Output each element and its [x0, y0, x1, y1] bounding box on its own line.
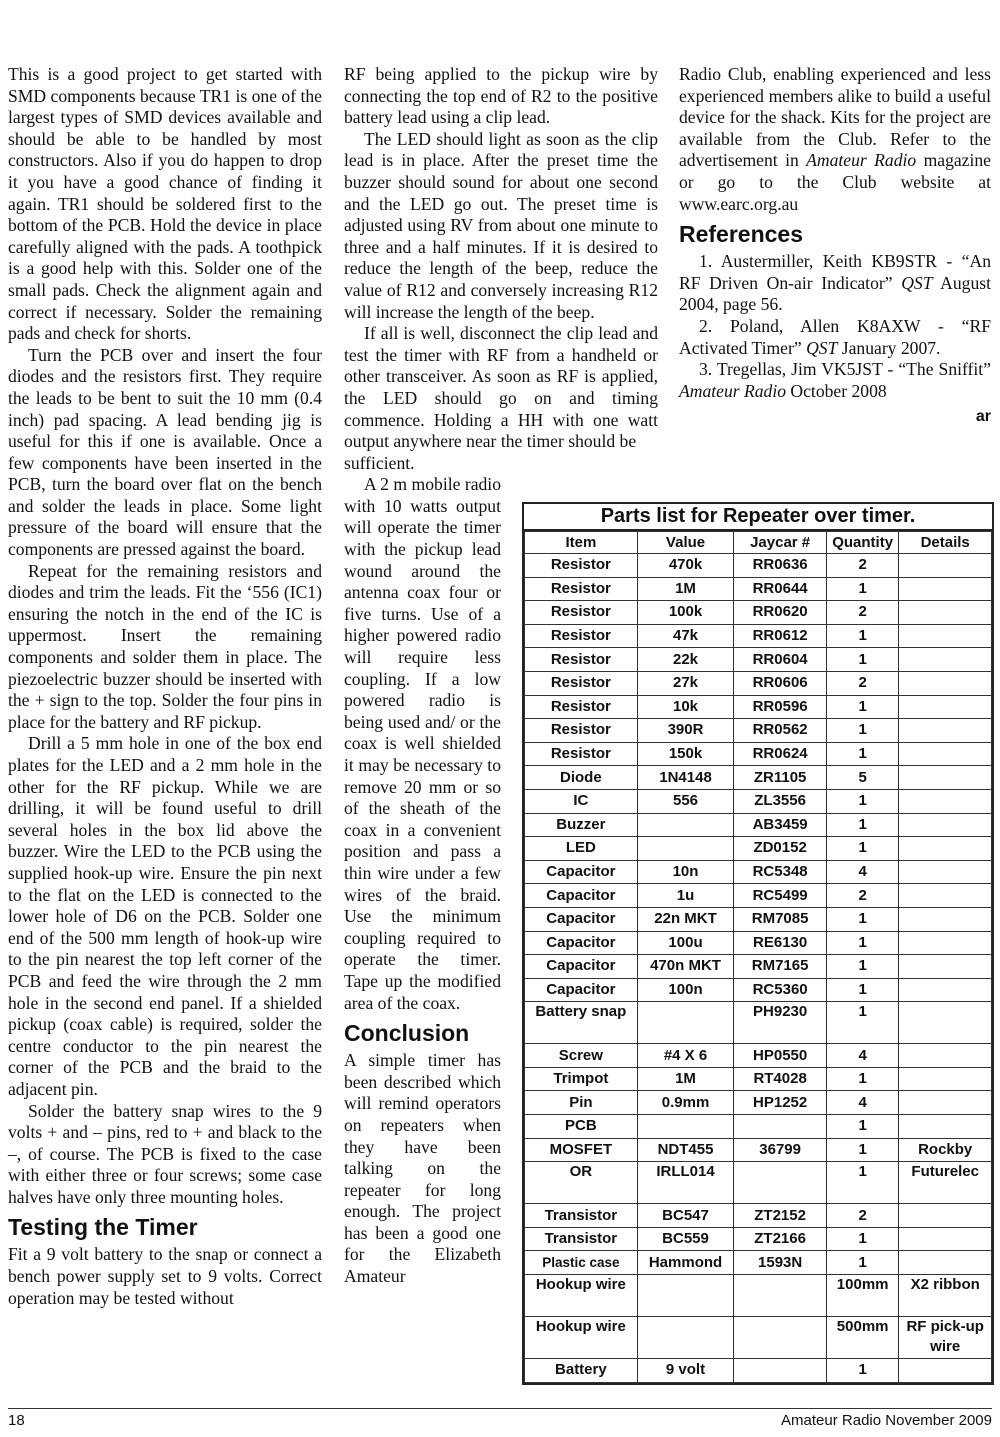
table-cell: 150k: [637, 742, 734, 766]
table-cell: [637, 1002, 734, 1044]
table-cell: RR0612: [734, 624, 827, 648]
table-cell: 1: [826, 907, 898, 931]
table-cell: [899, 813, 992, 837]
table-cell: Screw: [525, 1044, 638, 1068]
paragraph: If all is well, disconnect the clip lead and test the timer with RF from a handheld or other transceiver. As soon as RF is applied, the LED should go on and timing commence. Holding a HH with one watt output anywhere near the timer should be: [344, 323, 658, 452]
table-cell: Pin: [525, 1091, 638, 1115]
table-cell: LED: [525, 837, 638, 861]
table-cell: Hookup wire: [525, 1317, 638, 1359]
table-cell: Capacitor: [525, 907, 638, 931]
table-cell: 2: [826, 1204, 898, 1228]
table-cell: 1: [826, 695, 898, 719]
table-cell: 4: [826, 1044, 898, 1068]
parts-table: [524, 531, 992, 1383]
article-column-3: [679, 64, 991, 428]
table-cell: [899, 695, 992, 719]
table-cell: 100k: [637, 601, 734, 625]
table-row: [525, 1204, 992, 1228]
table-cell: 1: [826, 577, 898, 601]
reference-item: 2. Poland, Allen K8AXW - “RF Activated Timer” QST January 2007.: [679, 315, 991, 358]
table-cell: NDT455: [637, 1138, 734, 1162]
table-cell: RF pick-up wire: [899, 1317, 992, 1359]
table-row: [525, 648, 992, 672]
table-cell: 1N4148: [637, 766, 734, 790]
table-row: [525, 931, 992, 955]
table-cell: [899, 955, 992, 979]
table-cell: Transistor: [525, 1227, 638, 1251]
table-cell: BC559: [637, 1227, 734, 1251]
paragraph: Repeat for the remaining resistors and diodes and trim the leads. Fit the ‘556 (IC1) ensuring the notch in the end of the IC is uppermost. Insert the remaining components and solder them in place. The piezoelectric buzzer should be inserted with the + sign to the top. Solder the four pins in place for the battery and RF pickup.: [8, 560, 322, 732]
paragraph: A simple timer has been described which will remind operators on repeaters when they have been talking on the repeater for long enough. The project has been a good one for the Elizabeth Amateur: [344, 1050, 501, 1287]
table-cell: [637, 1115, 734, 1139]
table-cell: PH9230: [734, 1002, 827, 1044]
table-cell: 9 volt: [637, 1359, 734, 1383]
table-cell: 1: [826, 978, 898, 1002]
table-cell: Resistor: [525, 719, 638, 743]
page-footer: [8, 1408, 992, 1429]
table-row: [525, 1251, 992, 1275]
table-row: [525, 884, 992, 908]
paragraph: A 2 m mobile radio with 10 watts output will operate the timer with the pickup lead wound around the antenna coax four or five turns. Use of a higher powered radio will require less coupling. If a low powered radio is being used and/ or the coax is well shielded it may be necessary to remove 20 mm or so of the sheath of the coax in a convenient position and pass a thin wire under a few wires of the braid. Use the minimum coupling required to operate the timer. Tape up the modified area of the coax.: [344, 474, 501, 1013]
table-cell: [899, 671, 992, 695]
table-cell: RM7165: [734, 955, 827, 979]
table-cell: [734, 1317, 827, 1359]
paragraph: RF being applied to the pickup wire by connecting the top end of R2 to the positive battery lead using a clip lead.: [344, 64, 658, 128]
table-cell: ZT2166: [734, 1227, 827, 1251]
table-cell: [734, 1115, 827, 1139]
table-cell: Buzzer: [525, 813, 638, 837]
table-cell: OR: [525, 1162, 638, 1204]
table-cell: Capacitor: [525, 931, 638, 955]
table-cell: Resistor: [525, 695, 638, 719]
paragraph: sufficient.: [344, 452, 415, 473]
table-cell: Battery: [525, 1359, 638, 1383]
table-cell: IRLL014: [637, 1162, 734, 1204]
paragraph: The LED should light as soon as the clip lead is in place. After the preset time the buzzer should sound for about one second and the LED go out. The preset time is adjusted using RV from about one minute to three and a half minutes. If it is desired to reduce the length of the beep, reduce the value of R12 and conversely increasing R12 will increase the length of the beep.: [344, 128, 658, 322]
table-cell: RR0562: [734, 719, 827, 743]
table-cell: 10n: [637, 860, 734, 884]
table-row: [525, 577, 992, 601]
table-cell: 22n MKT: [637, 907, 734, 931]
table-cell: 1: [826, 1115, 898, 1139]
table-row: [525, 1115, 992, 1139]
table-cell: RR0596: [734, 695, 827, 719]
table-cell: Resistor: [525, 624, 638, 648]
table-cell: [899, 577, 992, 601]
table-cell: [899, 601, 992, 625]
table-row: [525, 1091, 992, 1115]
table-cell: [899, 1002, 992, 1044]
table-cell: [899, 1251, 992, 1275]
parts-list-title: Parts list for Repeater over timer.: [524, 504, 992, 531]
table-row: [525, 1002, 992, 1044]
table-cell: Battery snap: [525, 1002, 638, 1044]
table-cell: Capacitor: [525, 884, 638, 908]
table-row: [525, 1275, 992, 1317]
table-cell: [637, 1275, 734, 1317]
table-cell: Capacitor: [525, 978, 638, 1002]
table-cell: 1: [826, 742, 898, 766]
section-heading-references: References: [679, 221, 804, 248]
table-cell: [637, 837, 734, 861]
table-cell: ZD0152: [734, 837, 827, 861]
table-cell: 470k: [637, 554, 734, 578]
table-cell: RR0604: [734, 648, 827, 672]
table-cell: [899, 1359, 992, 1383]
table-cell: MOSFET: [525, 1138, 638, 1162]
table-cell: RR0624: [734, 742, 827, 766]
paragraph: This is a good project to get started with SMD components because TR1 is one of the largest types of SMD devices available and should be able to be handled by most constructors. Also if you do happen to drop it you have a good chance of finding it again. TR1 should be soldered first to the bottom of the PCB. Hold the device in place carefully aligned with the pads. A toothpick is a good help with this. Solder one of the small pads. Check the alignment again and correct if necessary. Solder the remaining pads and check for shorts.: [8, 64, 322, 344]
table-cell: #4 X 6: [637, 1044, 734, 1068]
table-cell: [899, 554, 992, 578]
table-row: [525, 907, 992, 931]
table-cell: 1: [826, 1227, 898, 1251]
end-mark: ar: [975, 408, 991, 426]
table-row: [525, 766, 992, 790]
table-cell: 1: [826, 624, 898, 648]
table-cell: [899, 931, 992, 955]
table-row: [525, 695, 992, 719]
table-cell: 556: [637, 789, 734, 813]
table-cell: 1: [826, 931, 898, 955]
table-row: [525, 554, 992, 578]
table-cell: 470n MKT: [637, 955, 734, 979]
table-cell: Trimpot: [525, 1067, 638, 1091]
table-cell: 36799: [734, 1138, 827, 1162]
table-cell: [899, 789, 992, 813]
table-row: [525, 978, 992, 1002]
table-cell: RC5348: [734, 860, 827, 884]
table-row: [525, 1067, 992, 1091]
table-cell: Hammond: [637, 1251, 734, 1275]
table-cell: 1M: [637, 577, 734, 601]
table-cell: Plastic case: [525, 1251, 638, 1275]
paragraph: Radio Club, enabling experienced and less experienced members alike to build a useful device for the shack. Kits for the project are available from the Club. Refer to the advertisement in Amateur Radio magazine or go to the Club website at www.earc.org.au: [679, 64, 991, 214]
table-cell: PCB: [525, 1115, 638, 1139]
page-number: 18: [8, 1412, 25, 1429]
table-cell: Resistor: [525, 742, 638, 766]
table-cell: RR0644: [734, 577, 827, 601]
table-cell: 1: [826, 789, 898, 813]
table-cell: [899, 1204, 992, 1228]
table-cell: [637, 1317, 734, 1359]
table-cell: 2: [826, 554, 898, 578]
table-cell: Resistor: [525, 648, 638, 672]
table-cell: [899, 1227, 992, 1251]
table-cell: [734, 1275, 827, 1317]
table-cell: [899, 907, 992, 931]
table-cell: IC: [525, 789, 638, 813]
table-cell: 1: [826, 1359, 898, 1383]
table-row: [525, 1317, 992, 1359]
table-row: [525, 837, 992, 861]
table-cell: 2: [826, 884, 898, 908]
article-column-1: [8, 64, 322, 1309]
table-cell: 2: [826, 601, 898, 625]
table-cell: 2: [826, 671, 898, 695]
table-row: [525, 742, 992, 766]
table-cell: X2 ribbon: [899, 1275, 992, 1317]
table-cell: 1: [826, 837, 898, 861]
table-cell: Hookup wire: [525, 1275, 638, 1317]
table-cell: 1: [826, 955, 898, 979]
table-row: [525, 789, 992, 813]
table-row: [525, 671, 992, 695]
table-cell: 1M: [637, 1067, 734, 1091]
table-cell: RE6130: [734, 931, 827, 955]
table-cell: RC5499: [734, 884, 827, 908]
table-cell: ZT2152: [734, 1204, 827, 1228]
table-cell: RT4028: [734, 1067, 827, 1091]
table-cell: 100n: [637, 978, 734, 1002]
magazine-issue: Amateur Radio November 2009: [781, 1412, 992, 1429]
table-row: [525, 1227, 992, 1251]
table-cell: [899, 884, 992, 908]
table-cell: [899, 742, 992, 766]
table-cell: AB3459: [734, 813, 827, 837]
table-cell: Futurelec: [899, 1162, 992, 1204]
table-cell: 0.9mm: [637, 1091, 734, 1115]
table-cell: 4: [826, 1091, 898, 1115]
table-cell: RM7085: [734, 907, 827, 931]
table-cell: ZR1105: [734, 766, 827, 790]
table-cell: [899, 1067, 992, 1091]
table-cell: [899, 1091, 992, 1115]
table-cell: [637, 813, 734, 837]
table-cell: [899, 978, 992, 1002]
table-cell: 1593N: [734, 1251, 827, 1275]
table-cell: 1: [826, 1002, 898, 1044]
table-cell: 1u: [637, 884, 734, 908]
table-cell: 1: [826, 1162, 898, 1204]
table-cell: 1: [826, 813, 898, 837]
table-cell: [734, 1359, 827, 1383]
table-cell: Resistor: [525, 577, 638, 601]
column-header: Value: [637, 532, 734, 554]
table-row: [525, 813, 992, 837]
column-header: Details: [899, 532, 992, 554]
column-header: Item: [525, 532, 638, 554]
table-cell: BC547: [637, 1204, 734, 1228]
table-cell: 1: [826, 1251, 898, 1275]
column-header: Quantity: [826, 532, 898, 554]
table-row: [525, 1359, 992, 1383]
paragraph: Drill a 5 mm hole in one of the box end plates for the LED and a 2 mm hole in the other for the RF pickup. While we are drilling, it will be found useful to drill several holes in the box lid above the buzzer. Wire the LED to the PCB using the supplied hook-up wire. Ensure the pin next to the flat on the LED is connected to the lower hole of D6 on the PCB. Solder one end of the 500 mm length of hook-up wire to the pin nearest the top left corner of the PCB and feed the wire through the 2 mm hole in the second end panel. If a shielded pickup (coax cable) is required, solder the centre conductor to the pin nearest the corner of the PCB and the braid to the adjacent pin.: [8, 733, 322, 1099]
table-cell: 47k: [637, 624, 734, 648]
table-cell: Resistor: [525, 601, 638, 625]
table-cell: HP1252: [734, 1091, 827, 1115]
table-cell: Capacitor: [525, 955, 638, 979]
table-row: [525, 955, 992, 979]
table-cell: [899, 648, 992, 672]
table-cell: 390R: [637, 719, 734, 743]
table-cell: 10k: [637, 695, 734, 719]
table-cell: RC5360: [734, 978, 827, 1002]
section-heading-conclusion: Conclusion: [344, 1020, 470, 1047]
table-cell: 100mm: [826, 1275, 898, 1317]
table-cell: 5: [826, 766, 898, 790]
reference-item: 1. Austermiller, Keith KB9STR - “An RF Driven On-air Indicator” QST August 2004, page 56.: [679, 251, 991, 315]
table-cell: [734, 1162, 827, 1204]
reference-item: 3. Tregellas, Jim VK5JST - “The Sniffit” Amateur Radio October 2008: [679, 359, 991, 401]
parts-list-table: [522, 502, 994, 1385]
table-cell: Resistor: [525, 554, 638, 578]
table-cell: RR0620: [734, 601, 827, 625]
table-cell: RR0606: [734, 671, 827, 695]
table-cell: Diode: [525, 766, 638, 790]
paragraph: Solder the battery snap wires to the 9 volts + and – pins, red to + and black to the –, of course. The PCB is fixed to the case with either three or four screws; some case halves have only three mounting holes.: [8, 1100, 322, 1207]
table-cell: [899, 1044, 992, 1068]
table-cell: HP0550: [734, 1044, 827, 1068]
table-cell: [899, 860, 992, 884]
table-cell: 100u: [637, 931, 734, 955]
table-row: [525, 719, 992, 743]
table-cell: Transistor: [525, 1204, 638, 1228]
table-cell: ZL3556: [734, 789, 827, 813]
table-cell: Resistor: [525, 671, 638, 695]
column-header: Jaycar #: [734, 532, 827, 554]
section-heading-testing: Testing the Timer: [8, 1214, 198, 1241]
table-row: [525, 624, 992, 648]
table-cell: 27k: [637, 671, 734, 695]
table-row: [525, 1044, 992, 1068]
table-row: [525, 1162, 992, 1204]
table-header-row: [525, 532, 992, 554]
table-cell: Rockby: [899, 1138, 992, 1162]
table-cell: 1: [826, 1067, 898, 1091]
table-cell: RR0636: [734, 554, 827, 578]
table-cell: [899, 624, 992, 648]
table-cell: 1: [826, 719, 898, 743]
paragraph: Turn the PCB over and insert the four diodes and the resistors first. They require the leads to be bent to suit the 10 mm (0.4 inch) pad spacing. A lead bending jig is useful for this if one is available. Once a few components have been inserted in the PCB, turn the board over flat on the bench and solder the leads in place. Some light pressure of the board will ensure that the components are pressed against the board.: [8, 344, 322, 560]
table-cell: Capacitor: [525, 860, 638, 884]
table-cell: 4: [826, 860, 898, 884]
table-cell: [899, 719, 992, 743]
table-row: [525, 860, 992, 884]
table-row: [525, 1138, 992, 1162]
table-cell: [899, 1115, 992, 1139]
table-cell: 500mm: [826, 1317, 898, 1359]
table-cell: 1: [826, 648, 898, 672]
paragraph: Fit a 9 volt battery to the snap or connect a bench power supply set to 9 volts. Correct operation may be tested without: [8, 1244, 322, 1308]
table-row: [525, 601, 992, 625]
table-cell: 22k: [637, 648, 734, 672]
table-cell: [899, 766, 992, 790]
table-cell: [899, 837, 992, 861]
table-cell: 1: [826, 1138, 898, 1162]
